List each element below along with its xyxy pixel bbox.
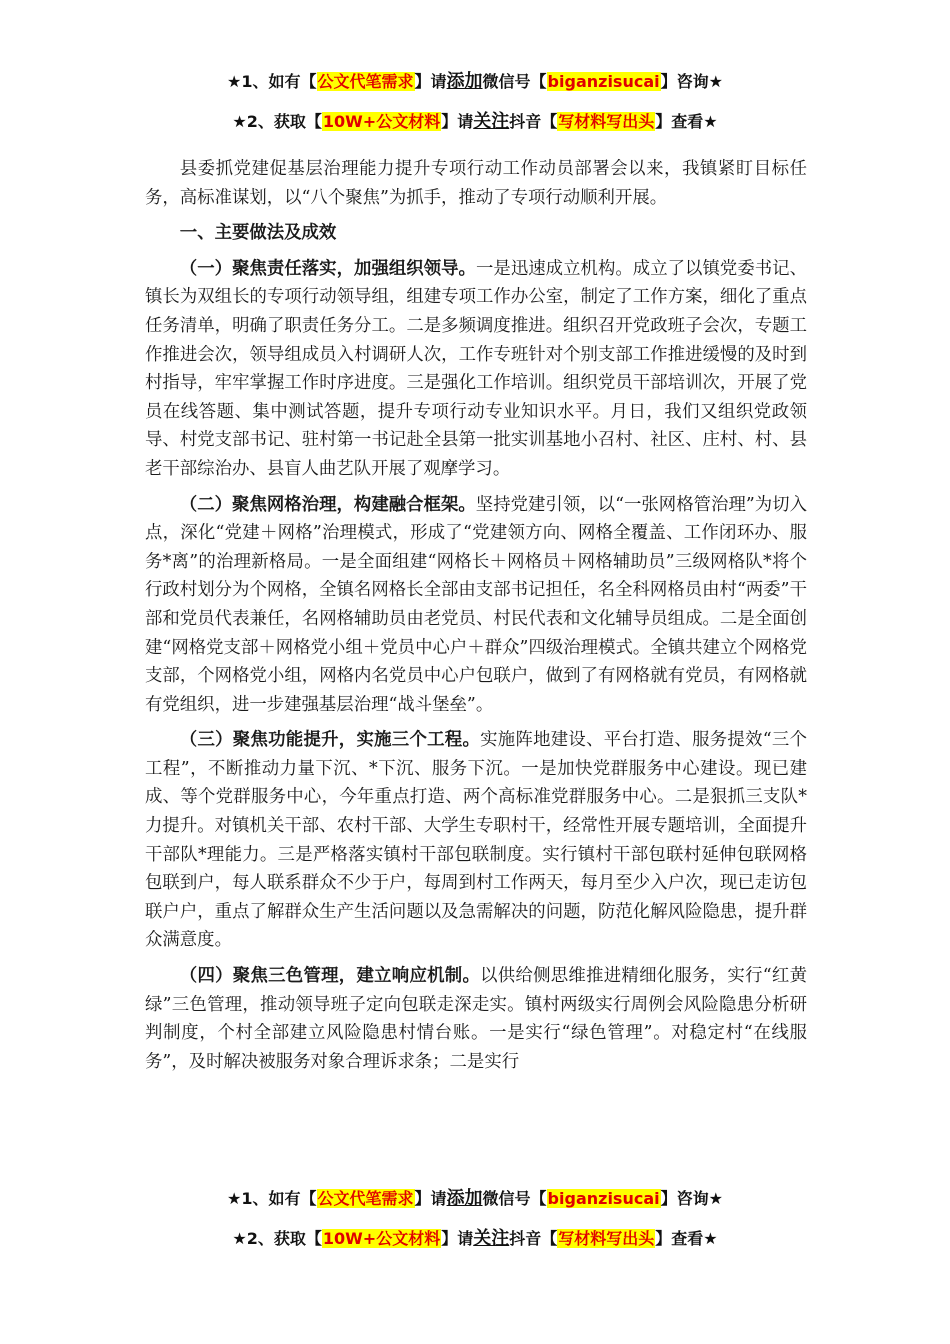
banner-text: 】查看★ [655, 112, 718, 131]
banner-text: 】请 [441, 1229, 474, 1248]
bottom-banner-line-1 [0, 1188, 950, 1210]
banner-underline: 关注 [473, 1228, 510, 1249]
banner-highlight: biganzisucai [547, 1189, 660, 1208]
paragraph-text: 坚持党建引领，以“一张网格管治理”为切入点，深化“党建＋网格”治理模式，形成了“党建领方向、网格全覆盖、工作闭环办、服务*离”的治理新格局。一是全面组建“网格长＋网格员＋网格辅助员”三级网格队*将个行政村划分为个网格，全镇名网格长全部由支部书记担任，名全科网格员由村“两委”干部和党员代表兼任，名网格辅助员由老党员、村民代表和文化辅导员组成。二是全面创建“网格党支部＋网格党小组＋党员中心户＋群众”四级治理模式。全镇共建立个网格党支部，个网格党小组，网格内名党员中心户包联户，做到了有网格就有党员，有网格就有党组织，进一步建强基层治理“战斗堡垒”。 [145, 494, 807, 715]
banner-highlight: 公文代笔需求 [317, 1189, 414, 1208]
banner-text: 】咨询★ [660, 72, 723, 91]
banner-highlight: 写材料写出头 [558, 1229, 655, 1248]
banner-text: 微信号【 [482, 72, 547, 91]
banner-underline: 关注 [473, 111, 510, 132]
section-heading: 一、主要做法及成效 [179, 223, 337, 244]
paragraph-text: 实施阵地建设、平台打造、服务提效“三个工程”，不断推动力量下沉、*下沉、服务下沉。一是加快党群服务中心建设。现已建成、等个党群服务中心，今年重点打造、两个高标准党群服务中心。二是狠抓三支队*力提升。对镇机关干部、农村干部、大学生专职村干，经常性开展专题培训，全面提升干部队*理能力。三是严格落实镇村干部包联制度。实行镇村干部包联村延伸包联网格包联到户，每人联系群众不少于户，每周到村工作两天，每月至少入户次，现已走访包联户户，重点了解群众生产生活问题以及急需解决的问题，防范化解风险隐患，提升群众满意度。 [145, 730, 807, 951]
banner-text: ★1、如有【 [227, 1189, 317, 1208]
banner-highlight: biganzisucai [547, 72, 660, 91]
paragraph-lead: （四）聚焦三色管理，建立响应机制。 [179, 966, 481, 987]
paragraph-lead: （二）聚焦网格治理，构建融合框架。 [179, 494, 476, 515]
paragraph-lead: （三）聚焦功能提升，实施三个工程。 [179, 730, 481, 751]
banner-underline: 添加 [446, 1188, 483, 1209]
banner-text: ★1、如有【 [227, 72, 317, 91]
paragraph-2 [145, 491, 807, 720]
banner-text: ★2、获取【 [232, 1229, 322, 1248]
top-banner-line-1 [0, 71, 950, 93]
bottom-banner-line-2 [0, 1228, 950, 1250]
paragraph-4 [145, 962, 807, 1076]
document-body [145, 155, 807, 1076]
banner-text: 】请 [441, 112, 474, 131]
banner-text: 】查看★ [655, 1229, 718, 1248]
banner-highlight: 公文代笔需求 [317, 72, 414, 91]
paragraph-lead: （一）聚焦责任落实，加强组织领导。 [179, 258, 476, 279]
banner-text: 】请 [414, 72, 447, 91]
banner-text: 微信号【 [482, 1189, 547, 1208]
banner-text: 抖音【 [509, 112, 558, 131]
paragraph-3 [145, 726, 807, 955]
intro-paragraph: 县委抓党建促基层治理能力提升专项行动工作动员部署会以来，我镇紧盯目标任务，高标准谋划，以“八个聚焦”为抓手，推动了专项行动顺利开展。 [145, 159, 807, 208]
banner-text: ★2、获取【 [232, 112, 322, 131]
banner-underline: 添加 [446, 71, 483, 92]
banner-highlight: 写材料写出头 [558, 112, 655, 131]
banner-highlight: 10W+公文材料 [322, 112, 441, 131]
banner-text: 】请 [414, 1189, 447, 1208]
paragraph-text: 一是迅速成立机构。成立了以镇党委书记、镇长为双组长的专项行动领导组，组建专项工作办公室，制定了工作方案，细化了重点任务清单，明确了职责任务分工。二是多频调度推进。组织召开党政班子会次，专题工作推进会次，领导组成员入村调研人次，工作专班针对个别支部工作推进缓慢的及时到村指导，牢牢掌握工作时序进度。三是强化工作培训。组织党员干部培训次，开展了党员在线答题、集中测试答题，提升专项行动专业知识水平。月日，我们又组织党政领导、村党支部书记、驻村第一书记赴全县第一批实训基地小召村、社区、庄村、村、县老干部综治办、县盲人曲艺队开展了观摩学习。 [145, 258, 807, 479]
banner-text: 】咨询★ [660, 1189, 723, 1208]
paragraph-text: 以供给侧思维推进精细化服务，实行“红黄绿”三色管理，推动领导班子定向包联走深走实。镇村两级实行周例会风险隐患分析研判制度，个村全部建立风险隐患村情台账。一是实行“绿色管理”。对稳定村“在线服务”，及时解决被服务对象合理诉求条；二是实行 [145, 966, 807, 1072]
top-banner-line-2 [0, 111, 950, 133]
banner-text: 抖音【 [509, 1229, 558, 1248]
banner-highlight: 10W+公文材料 [322, 1229, 441, 1248]
paragraph-1 [145, 255, 807, 484]
